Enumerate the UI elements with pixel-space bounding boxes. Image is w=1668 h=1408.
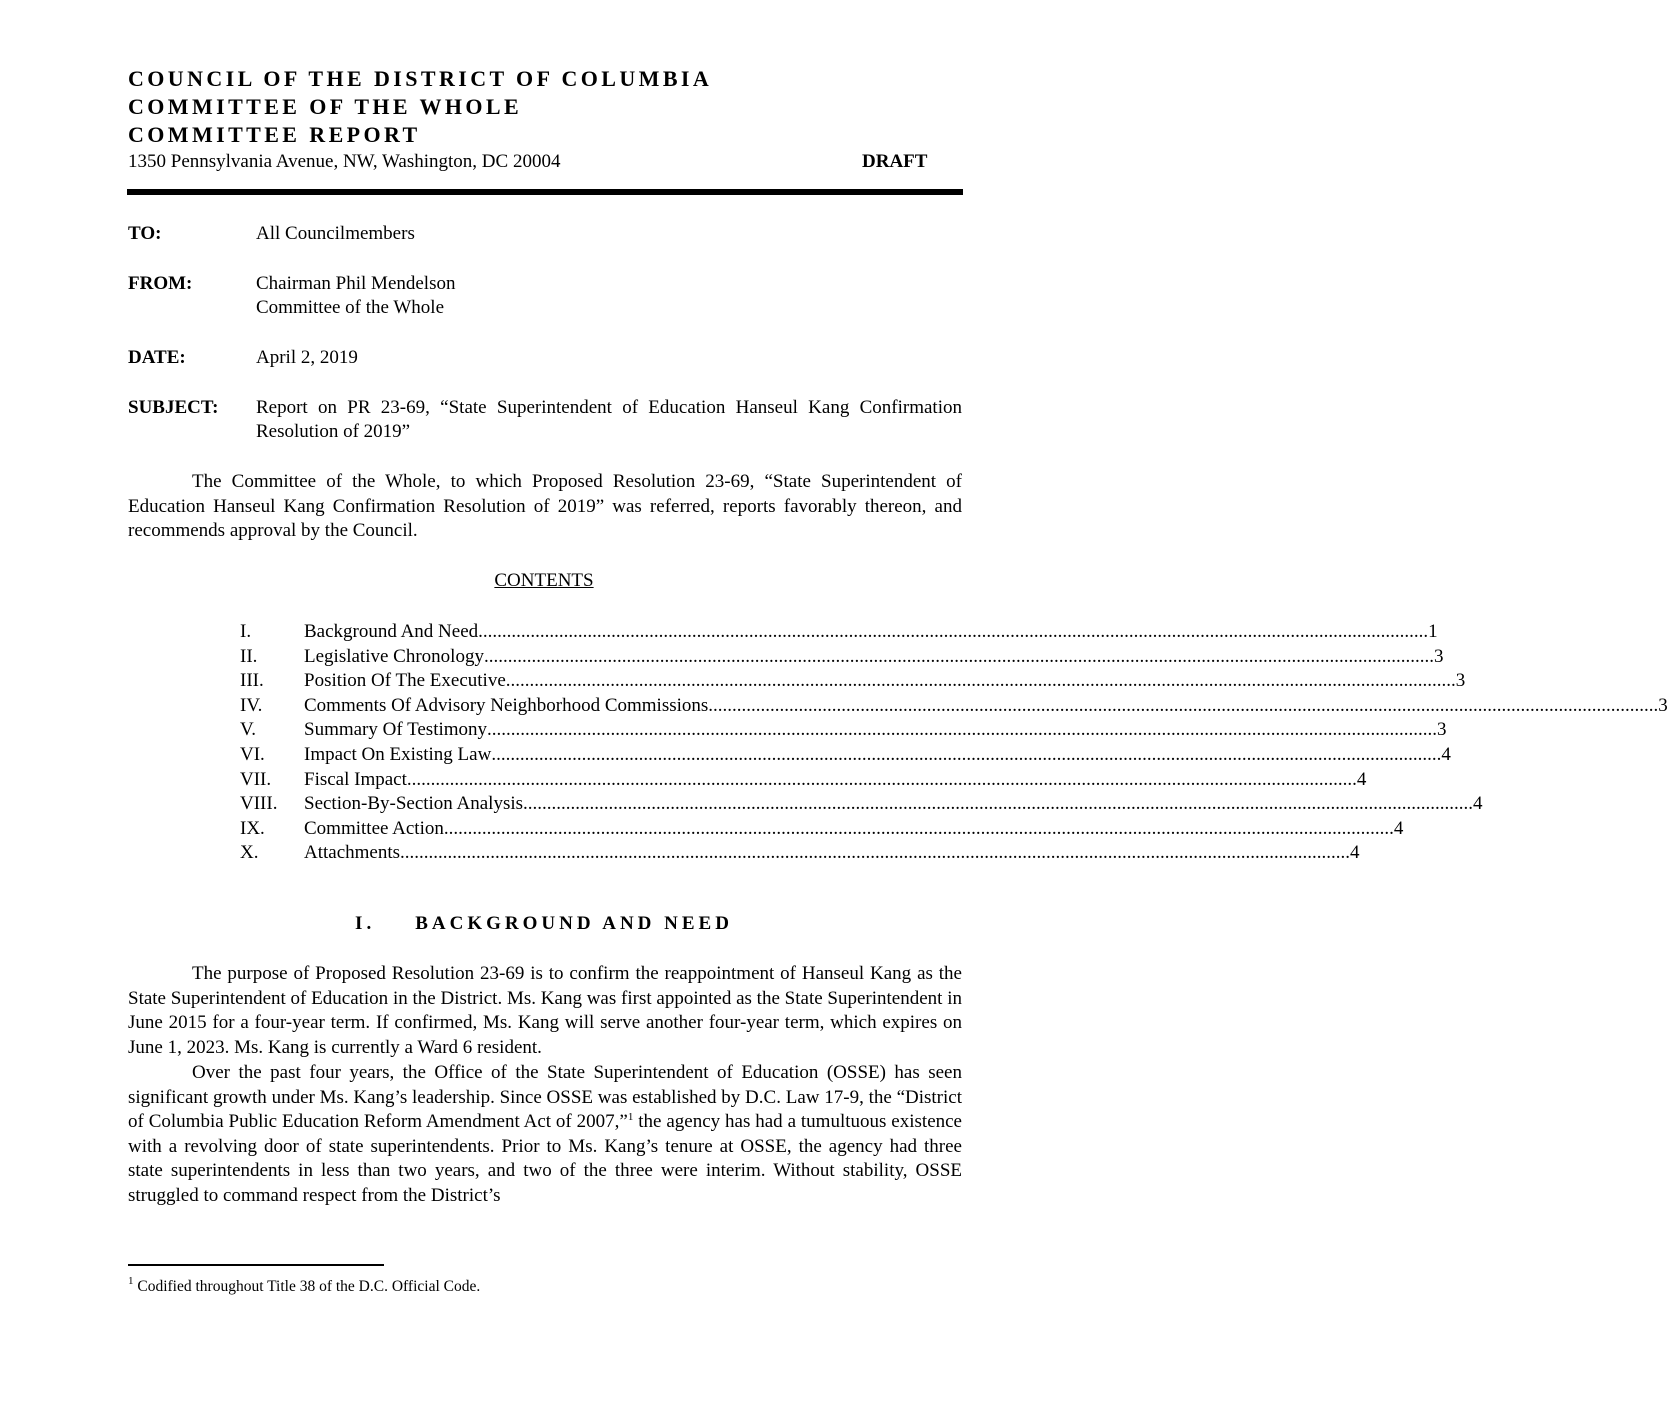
toc-number: II. <box>240 645 258 667</box>
toc-item[interactable] <box>240 817 1404 842</box>
toc-item[interactable] <box>240 620 1438 645</box>
toc-title: Summary Of Testimony <box>304 719 488 741</box>
toc-page: 4 <box>1356 768 1367 790</box>
to-value: All Councilmembers <box>256 223 415 244</box>
toc-item[interactable] <box>240 743 1451 768</box>
toc-leader: ........................................................................................................................................................................................................ <box>523 793 1474 815</box>
toc-number: VIII. <box>240 793 278 815</box>
intro-paragraph: The Committee of the Whole, to which Proposed Resolution 23-69, “State Superintendent of Education Hanseul Kang Confirmation Resolution of 2019” was referred, reports favorably thereon, and recommends approval by the Council. <box>128 471 962 541</box>
date-label: DATE: <box>128 347 186 368</box>
section-heading <box>0 912 1088 936</box>
footnote-marker: 1 <box>128 1275 134 1287</box>
toc-number: V. <box>240 719 257 741</box>
toc-leader: ........................................................................................................................................................................................................ <box>443 817 1394 839</box>
toc-leader: ........................................................................................................................................................................................................ <box>487 719 1438 741</box>
toc-leader: ........................................................................................................................................................................................................ <box>505 670 1456 692</box>
toc-page: 3 <box>1437 719 1447 741</box>
draft-label: DRAFT <box>862 151 928 172</box>
council-address: 1350 Pennsylvania Avenue, NW, Washington, DC 20004 <box>128 151 561 172</box>
toc-page: 4 <box>1393 817 1404 839</box>
toc-number: IV. <box>240 694 263 716</box>
toc-page: 3 <box>1433 645 1444 667</box>
table-of-contents <box>240 620 1668 866</box>
toc-item[interactable] <box>240 718 1447 743</box>
footnote <box>128 1277 480 1297</box>
toc-title: Section-By-Section Analysis <box>304 793 524 815</box>
toc-title: Legislative Chronology <box>304 645 484 667</box>
toc-number: VI. <box>240 743 265 765</box>
toc-title: Background And Need <box>304 621 479 642</box>
toc-title: Position Of The Executive <box>304 670 506 692</box>
toc-page: 4 <box>1350 842 1360 864</box>
toc-title: Committee Action <box>304 817 444 839</box>
toc-page: 4 <box>1441 743 1451 765</box>
toc-leader: ........................................................................................................................................................................................................ <box>483 645 1434 667</box>
footnote-reference[interactable]: 1 <box>627 1111 634 1123</box>
header-rule <box>127 189 963 195</box>
toc-page: 1 <box>1428 621 1438 642</box>
toc-item[interactable] <box>240 792 1483 817</box>
council-heading: COUNCIL OF THE DISTRICT OF COLUMBIA <box>128 66 713 91</box>
toc-item[interactable] <box>240 694 1668 719</box>
toc-item[interactable] <box>240 669 1466 694</box>
toc-item[interactable] <box>240 841 1360 866</box>
section-number: I. <box>355 913 376 934</box>
toc-leader: ........................................................................................................................................................................................................ <box>491 743 1442 765</box>
toc-item[interactable] <box>240 645 1444 670</box>
from-value-committee: Committee of the Whole <box>256 297 445 318</box>
from-label: FROM: <box>128 273 193 294</box>
toc-title: Impact On Existing Law <box>304 743 492 765</box>
toc-number: I. <box>240 621 252 642</box>
toc-title: Comments Of Advisory Neighborhood Commissions <box>304 694 709 716</box>
toc-number: X. <box>240 842 259 864</box>
toc-page: 3 <box>1455 670 1466 692</box>
toc-title: Attachments <box>304 842 401 864</box>
subject-value: Report on PR 23-69, “State Superintendent of Education Hanseul Kang Confirmation Resolution of 2019” <box>256 397 962 442</box>
background-paragraph-1: The purpose of Proposed Resolution 23-69 is to confirm the reappointment of Hanseul Kang as the State Superintendent of Education in the District. Ms. Kang was first appointed as the State Superintendent in June 2015 for a four-year term. If confirmed, Ms. Kang will serve another four-year term, which expires on June 1, 2023. Ms. Kang is currently a Ward 6 resident. <box>128 963 962 1058</box>
background-paragraph-2: Over the past four years, the Office of the State Superintendent of Education (OSSE) has seen significant growth under Ms. Kang’s leadership. Since OSSE was established by D.C. Law 17-9, the “District of Columbia Public Education Reform Amendment Act of 2007,”$^1$ the agency has had a tumultuous existence with a revolving door of state superintendents. Prior to Ms. Kang’s tenure at OSSE, the agency had three state superintendents in less than two years, and two of the three were interim. Without stability, OSSE struggled to command respect from the District’s <box>128 1062 962 1206</box>
toc-page: 4 <box>1473 793 1483 815</box>
committee-heading: COMMITTEE OF THE WHOLE <box>128 94 523 119</box>
toc-leader: ........................................................................................................................................................................................................ <box>708 694 1659 716</box>
toc-number: VII. <box>240 768 272 790</box>
toc-number: III. <box>240 670 264 692</box>
toc-item[interactable] <box>240 768 1367 793</box>
footnote-separator <box>128 1264 384 1266</box>
toc-page: 3 <box>1658 694 1668 716</box>
toc-leader: ........................................................................................................................................................................................................ <box>406 768 1357 790</box>
contents-title: CONTENTS <box>494 570 594 591</box>
report-heading: COMMITTEE REPORT <box>128 122 421 147</box>
to-label: TO: <box>128 223 162 244</box>
toc-title: Fiscal Impact <box>304 768 407 790</box>
date-value: April 2, 2019 <box>256 347 358 368</box>
footnote-text: Codified throughout Title 38 of the D.C. Official Code. <box>133 1278 481 1295</box>
section-title: BACKGROUND AND NEED <box>415 913 733 934</box>
toc-number: IX. <box>240 817 265 839</box>
toc-leader: ........................................................................................................................................................................................................ <box>400 842 1351 864</box>
from-value-name: Chairman Phil Mendelson <box>256 273 456 294</box>
toc-leader: ........................................................................................................................................................................................................ <box>478 621 1429 642</box>
subject-label: SUBJECT: <box>128 397 219 418</box>
